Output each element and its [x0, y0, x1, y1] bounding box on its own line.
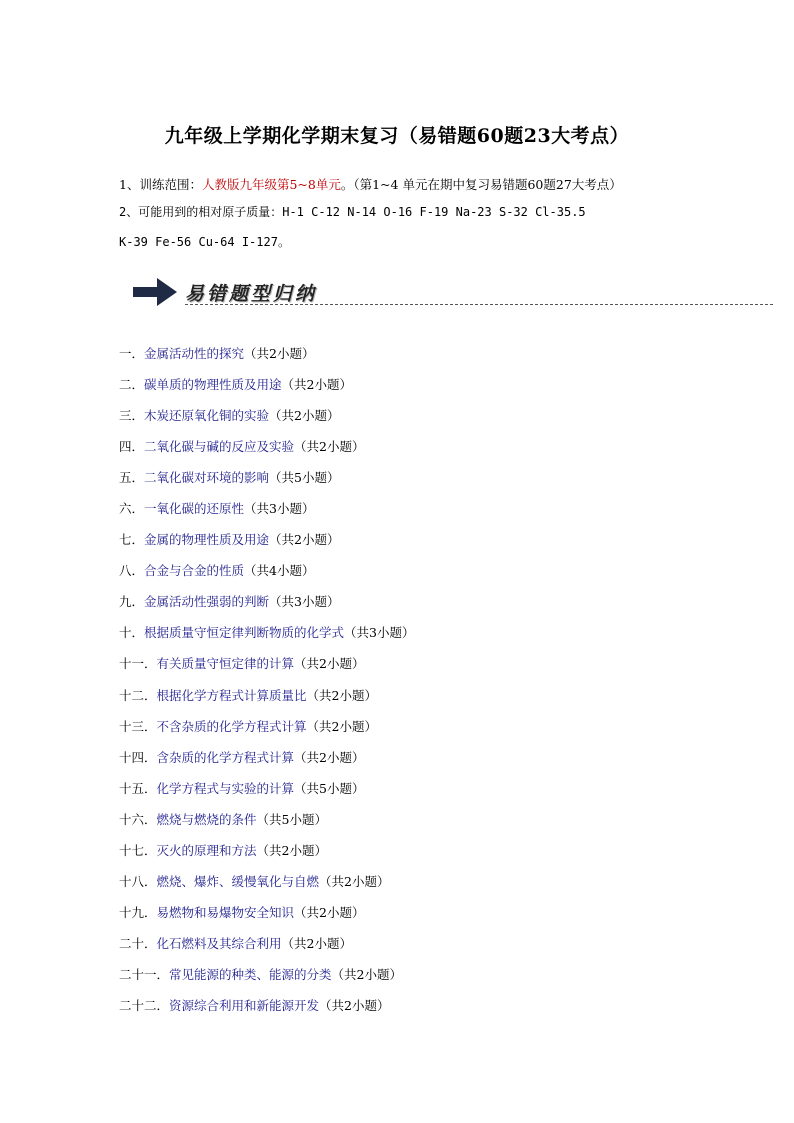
- list-item: [119, 499, 414, 530]
- list-item: [119, 779, 414, 810]
- item-count: （共2小题）: [269, 408, 340, 424]
- item-number: 十七．: [119, 842, 157, 858]
- item-topic: 二氧化碳对环境的影响: [144, 470, 270, 486]
- item-topic: 根据质量守恒定律判断物质的化学式: [144, 625, 345, 641]
- item-number: 十六．: [119, 811, 157, 827]
- list-item: [119, 344, 414, 375]
- section-banner: [133, 275, 773, 311]
- item-number: 十九．: [119, 904, 157, 920]
- item-topic: 合金与合金的性质: [144, 563, 245, 579]
- item-number: 七．: [119, 532, 145, 548]
- page-title: 九年级上学期化学期末复习（易错题60题23大考点）: [164, 125, 630, 147]
- list-item: [119, 872, 414, 903]
- item-topic: 资源综合利用和新能源开发: [169, 997, 320, 1013]
- item-topic: 化学方程式与实验的计算: [156, 780, 295, 796]
- list-item: [119, 654, 414, 685]
- item-topic: 根据化学方程式计算质量比: [156, 687, 307, 703]
- item-count: （共5小题）: [294, 780, 365, 796]
- item-number: 十三．: [119, 718, 157, 734]
- item-topic: 含杂质的化学方程式计算: [156, 749, 295, 765]
- item-topic: 易燃物和易爆物安全知识: [156, 904, 295, 920]
- list-item: [119, 686, 414, 717]
- item-topic: 二氧化碳与碱的反应及实验: [144, 439, 295, 455]
- item-number: 五．: [119, 470, 145, 486]
- item-number: 三．: [119, 408, 145, 424]
- list-item: [119, 810, 414, 841]
- arrow-right-icon: [133, 278, 177, 306]
- list-item: [119, 841, 414, 872]
- list-item: [119, 748, 414, 779]
- list-item: [119, 406, 414, 437]
- item-number: 二十．: [119, 935, 157, 951]
- item-number: 十五．: [119, 780, 157, 796]
- list-item: [119, 530, 414, 561]
- item-topic: 金属活动性的探究: [144, 346, 245, 361]
- item-number: 八．: [119, 563, 145, 579]
- list-item: [119, 903, 414, 934]
- item-topic: 燃烧、爆炸、缓慢氧化与自燃: [156, 873, 320, 889]
- item-count: （共3小题）: [344, 625, 415, 641]
- banner-title: 易错题型归纳: [185, 283, 318, 305]
- item-count: （共2小题）: [319, 873, 390, 889]
- item-number: 二十二．: [119, 997, 170, 1013]
- item-count: （共2小题）: [306, 718, 377, 734]
- item-count: （共2小题）: [269, 532, 340, 548]
- item-number: 十一．: [119, 656, 157, 672]
- item-count: （共2小题）: [281, 935, 352, 951]
- item-count: （共2小题）: [294, 749, 365, 765]
- item-count: （共2小题）: [256, 842, 327, 858]
- scope-note: 。（第1~4 单元在期中复习易错题60题27大考点）: [340, 177, 622, 192]
- list-item: [119, 592, 414, 623]
- item-count: （共2小题）: [319, 997, 390, 1013]
- list-item: [119, 965, 414, 996]
- item-number: 四．: [119, 439, 145, 455]
- list-item: [119, 623, 414, 654]
- intro-atomic-masses-cont: K-39 Fe-56 Cu-64 I-127。: [119, 235, 290, 249]
- list-item: [119, 561, 414, 592]
- item-number: 九．: [119, 594, 145, 610]
- scope-range: 人教版九年级第5~8单元: [201, 177, 341, 192]
- item-count: （共2小题）: [331, 966, 402, 982]
- item-count: （共2小题）: [281, 377, 352, 393]
- scope-prefix: 1、训练范围：: [119, 177, 202, 192]
- item-count: （共3小题）: [244, 501, 315, 517]
- item-topic: 化石燃料及其综合利用: [156, 935, 282, 951]
- item-number: 一．: [119, 346, 145, 361]
- item-count: （共4小题）: [244, 563, 315, 579]
- list-item: [119, 437, 414, 468]
- item-topic: 碳单质的物理性质及用途: [144, 377, 282, 393]
- item-topic: 常见能源的种类、能源的分类: [169, 966, 332, 982]
- topic-list: [119, 344, 414, 1027]
- item-number: 十．: [119, 625, 145, 641]
- item-topic: 燃烧与燃烧的条件: [156, 811, 257, 827]
- item-topic: 一氧化碳的还原性: [144, 501, 245, 517]
- list-item: [119, 934, 414, 965]
- item-number: 六．: [119, 501, 145, 517]
- item-count: （共5小题）: [269, 470, 340, 486]
- list-item: [119, 468, 414, 499]
- banner-divider: [185, 304, 773, 305]
- item-topic: 灭火的原理和方法: [156, 842, 257, 858]
- item-topic: 木炭还原氧化铜的实验: [144, 408, 270, 424]
- item-topic: 不含杂质的化学方程式计算: [156, 718, 307, 734]
- item-number: 十二．: [119, 687, 157, 703]
- item-number: 十八．: [119, 873, 157, 889]
- intro-training-scope: [119, 175, 622, 193]
- item-count: （共2小题）: [294, 656, 365, 672]
- item-number: 十四．: [119, 749, 157, 765]
- item-count: （共3小题）: [269, 594, 340, 610]
- item-number: 二十一．: [119, 966, 170, 982]
- list-item: [119, 996, 414, 1027]
- item-count: （共5小题）: [256, 811, 327, 827]
- list-item: [119, 717, 414, 748]
- intro-atomic-masses: 2、可能用到的相对原子质量：H-1 C-12 N-14 O-16 F-19 Na-23 S-32 Cl-35.5: [119, 205, 586, 219]
- item-count: （共2小题）: [306, 687, 377, 703]
- list-item: [119, 375, 414, 406]
- item-number: 二．: [119, 377, 145, 393]
- item-topic: 金属活动性强弱的判断: [144, 594, 270, 610]
- item-count: （共2小题）: [294, 439, 365, 455]
- item-topic: 金属的物理性质及用途: [144, 532, 270, 548]
- item-count: （共2小题）: [294, 904, 365, 920]
- item-count: （共2小题）: [244, 346, 315, 361]
- item-topic: 有关质量守恒定律的计算: [156, 656, 295, 672]
